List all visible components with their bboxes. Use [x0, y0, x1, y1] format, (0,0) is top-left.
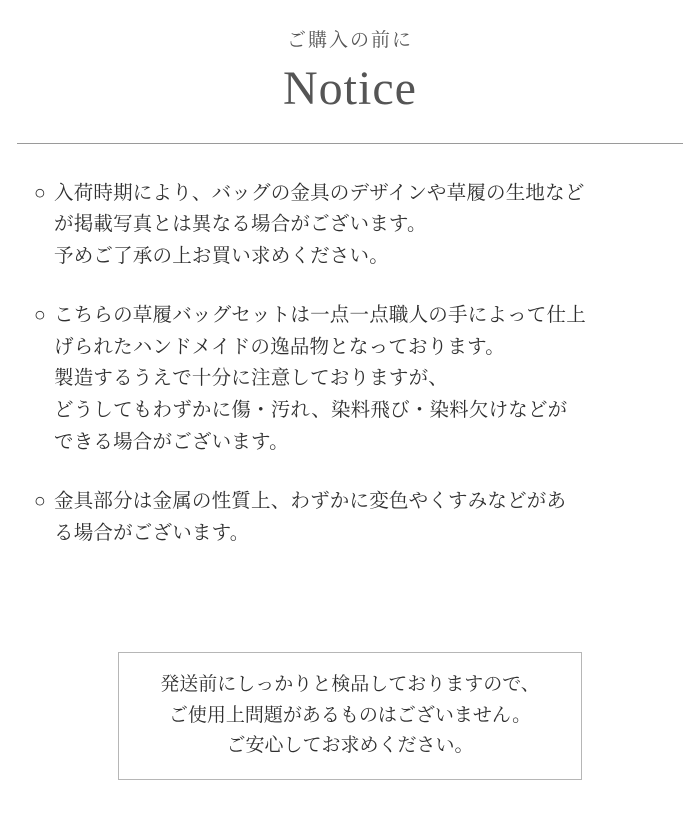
- assurance-line: ご使用上問題があるものはございません。: [168, 704, 532, 726]
- assurance-line: ご安心してお求めください。: [226, 735, 474, 757]
- notice-line-text: こちらの草履バッグセットは一点一点職人の手によって仕上: [54, 304, 586, 327]
- page-title: Notice: [283, 61, 417, 115]
- bullet-icon: ○: [34, 181, 46, 204]
- notice-line-text: 金具部分は金属の性質上、わずかに変色やくすみなどがあ: [54, 490, 567, 513]
- notice-item: [34, 178, 666, 273]
- notice-line: [34, 300, 666, 332]
- assurance-line: 発送前にしっかりと検品しておりますので、: [160, 673, 540, 695]
- assurance-box: [118, 652, 582, 780]
- notice-line: る場合がございます。: [54, 521, 250, 544]
- page-header: [0, 0, 700, 119]
- notice-line: 製造するうえで十分に注意しておりますが、: [54, 367, 449, 390]
- header-subtitle-jp: ご購入の前に: [286, 30, 413, 51]
- notice-list: [0, 144, 700, 550]
- notice-item: [34, 486, 666, 549]
- notice-item: [34, 300, 666, 458]
- notice-line: できる場合がございます。: [54, 430, 289, 453]
- notice-line: どうしてもわずかに傷・汚れ、染料飛び・染料欠けなどが: [54, 399, 568, 422]
- notice-line: 予めご了承の上お買い求めください。: [54, 244, 389, 267]
- notice-line: が掲載写真とは異なる場合がございます。: [54, 213, 427, 236]
- notice-line: げられたハンドメイドの逸品物となっております。: [54, 335, 505, 358]
- notice-line-text: 入荷時期により、バッグの金具のデザインや草履の生地など: [54, 181, 585, 204]
- notice-line: [34, 178, 666, 210]
- bullet-icon: ○: [34, 490, 46, 513]
- notice-line: [34, 486, 666, 518]
- bullet-icon: ○: [34, 304, 46, 327]
